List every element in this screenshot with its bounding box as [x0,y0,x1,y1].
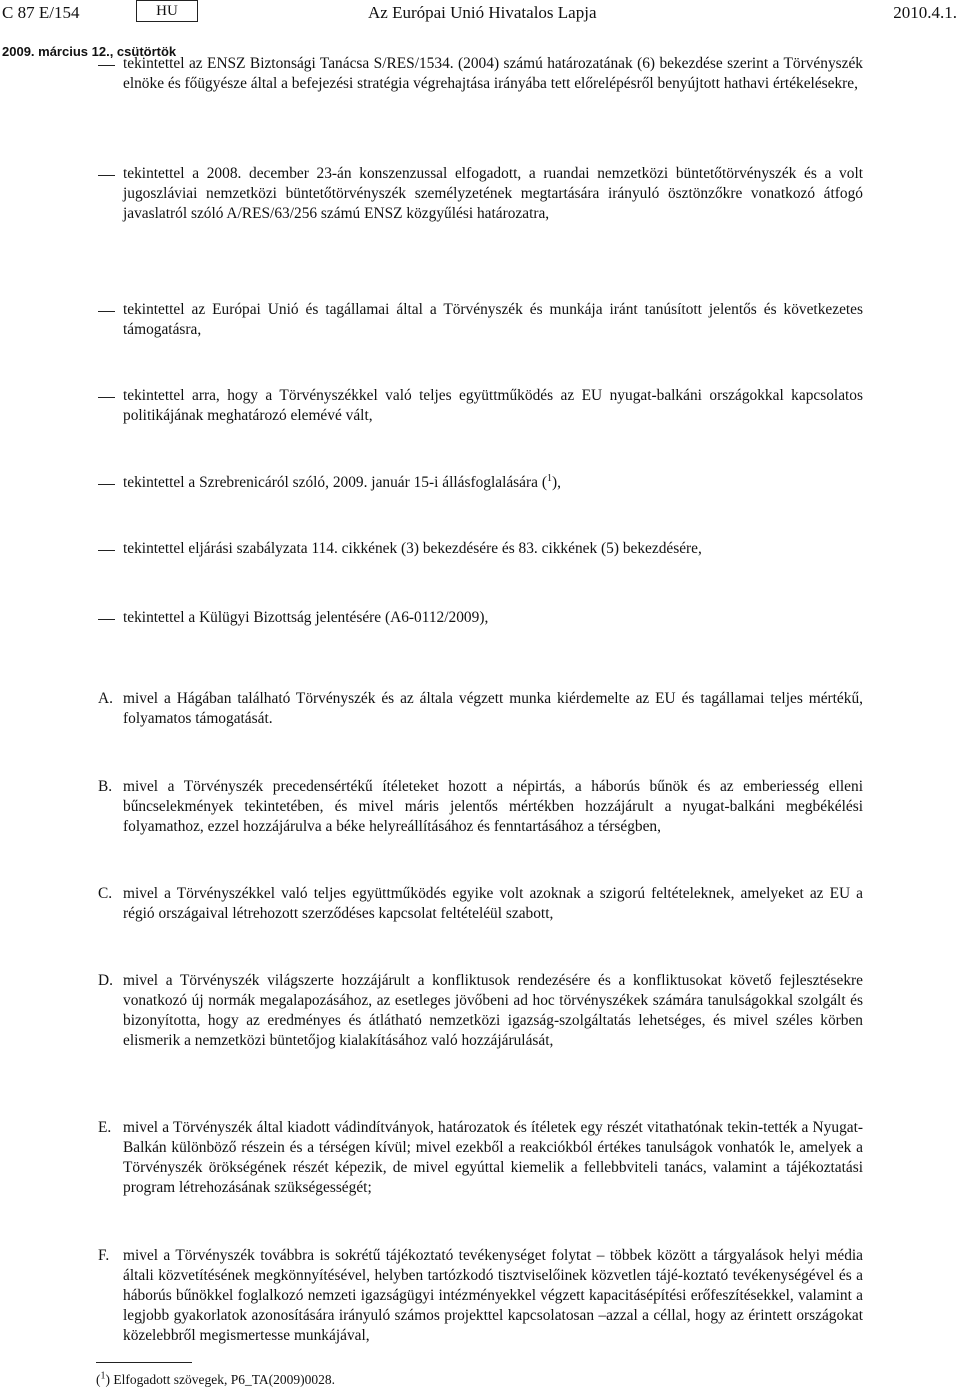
citation-4: tekintettel arra, hogy a Törvényszékkel való teljes együttműködés az EU nyugat-balkáni országokkal kapcsolatos politikájának meghatározó elemévé vált, [123,387,863,424]
language-badge: HU [136,0,198,22]
citation-1: tekintettel az ENSZ Biztonsági Tanácsa S/RES/1534. (2004) számú határozatának (6) bekezdése szerint a Törvényszék elnöke és főügyésze által a befejezési stratégia végrehajtása irányába tett előrelépésről benyújtott hathavi értékelésekre, [123,55,863,92]
recital-letter-b: B. [98,778,113,795]
recital-letter-c: C. [98,885,113,902]
footnote-text: Elfogadott szövegek, P6_TA(2009)0028. [113,1372,336,1387]
sitting-date: 2009. március 12., csütörtök [2,44,177,59]
recital-a: mivel a Hágában található Törvényszék és az általa végzett munka kiérdemelte az EU és tagállamai teljes mértékű, folyamatos támogatását. [123,690,863,727]
recital-b: mivel a Törvényszék precedensértékű ítéleteket hozott a népirtás, a háborús bűnök és az emberiesség elleni bűncselekmények tekintetében, és mivel máris jelentős mértékben hozzájárult a nyugat-balkáni megbékélési folyamathoz, ezzel hozzájárulva a béke helyreállításához és fenntartásához a térségben, [123,778,863,835]
dash-marker [98,484,115,485]
recital-c: mivel a Törvényszékkel való teljes együttműködés egyike volt azoknak a szigorú feltételeknek, amelyeket az EU a régió országaival létrehozott szerződéses kapcsolat feltételéül szabott, [123,885,863,922]
dash-marker [98,619,115,620]
page-header [0,0,960,28]
recital-letter-e: E. [98,1119,112,1136]
footnote-ref[interactable]: 1 [546,472,552,484]
footnote-rule [96,1362,192,1363]
citation-5: tekintettel a Szrebrenicáról szóló, 2009. január 15-i állásfoglalására ($^1$), [123,472,561,491]
citation-6: tekintettel eljárási szabályzata 114. cikkének (3) bekezdésére és 83. cikkének (5) bekezdésére, [123,540,702,557]
footnote: ($^1$) Elfogadott szövegek, P6_TA(2009)0028. [96,1370,336,1387]
citation-5-text: tekintettel a Szrebrenicáról szóló, 2009. január 15-i állásfoglalására [123,474,538,491]
recital-f: mivel a Törvényszék továbbra is sokrétű tájékoztató tevékenységet folytat – többek között a tárgyalások helyi média általi közvetítésének megkönnyítésével, helyben tartózkodó tisztviselőinek közvetlen tájé-koztató tevékenységével és a háborús bűnökkel foglalkozó nemzeti igazságügyi intézményekkel végzett kapacitásépítési erőfeszítésekkel, valamint a legjobb gyakorlatok azonosítására irányuló számos projekttel kapcsolatosan –azzal a céllal, hogy az érintett országokat közelebbről megismertesse munkájával, [123,1247,863,1344]
citation-7: tekintettel a Külügyi Bizottság jelentésére (A6-0112/2009), [123,609,489,626]
dash-marker [98,550,115,551]
citation-3: tekintettel az Európai Unió és tagállamai által a Törvényszék és munkája iránt tanúsított jelentős és következetes támogatásra, [123,301,863,338]
citation-5-suffix: ), [551,474,561,491]
citation-2: tekintettel a 2008. december 23-án konszenzussal elfogadott, a ruandai nemzetközi büntetőtörvényszék és a volt jugoszláviai nemzetközi büntetőtörvényszék személyzetének megtartására irányuló ösztönzőkre vonatkozó átfogó javaslatról szóló A/RES/63/256 számú ENSZ közgyűlési határozatra, [123,165,863,222]
recital-letter-f: F. [98,1247,110,1264]
page-number: C 87 E/154 [2,3,80,22]
recital-d: mivel a Törvényszék világszerte hozzájárult a konfliktusok rendezésére és a konfliktusokat követő fejlesztésekre vonatkozó új normák megalapozásához, az esetleges jövőbeni ad hoc törvényszékek számára tanulságokkal szolgált és bizonyította, hogy az eredményes és átlátható nemzetközi igazság-szolgáltatás lehetséges, és mivel széles körben elismerik a nemzetközi büntetőjog kialakításához való hozzájárulását, [123,972,863,1049]
recital-e: mivel a Törvényszék által kiadott vádindítványok, határozatok és ítéletek egy részét vitathatónak tekin-tették a Nyugat-Balkán különböző részein és a térségen kívül; mivel ezekből a reakciókból értékes tanulságok vonhatók le, amelyek a Törvényszék örökségének részét képezik, de mivel egyúttal kiemelik a fellebbviteli tanács, valamint a tájékoztatási program létrehozásának szükségességét; [123,1119,863,1196]
publication-date: 2010.4.1. [893,3,957,22]
recital-letter-a: A. [98,690,113,707]
footnote-marker: 1 [100,1370,106,1382]
dash-marker [98,397,115,398]
recital-letter-d: D. [98,972,113,989]
journal-title: Az Európai Unió Hivatalos Lapja [368,3,597,22]
dash-marker [98,65,115,66]
dash-marker [98,311,115,312]
dash-marker [98,175,115,176]
